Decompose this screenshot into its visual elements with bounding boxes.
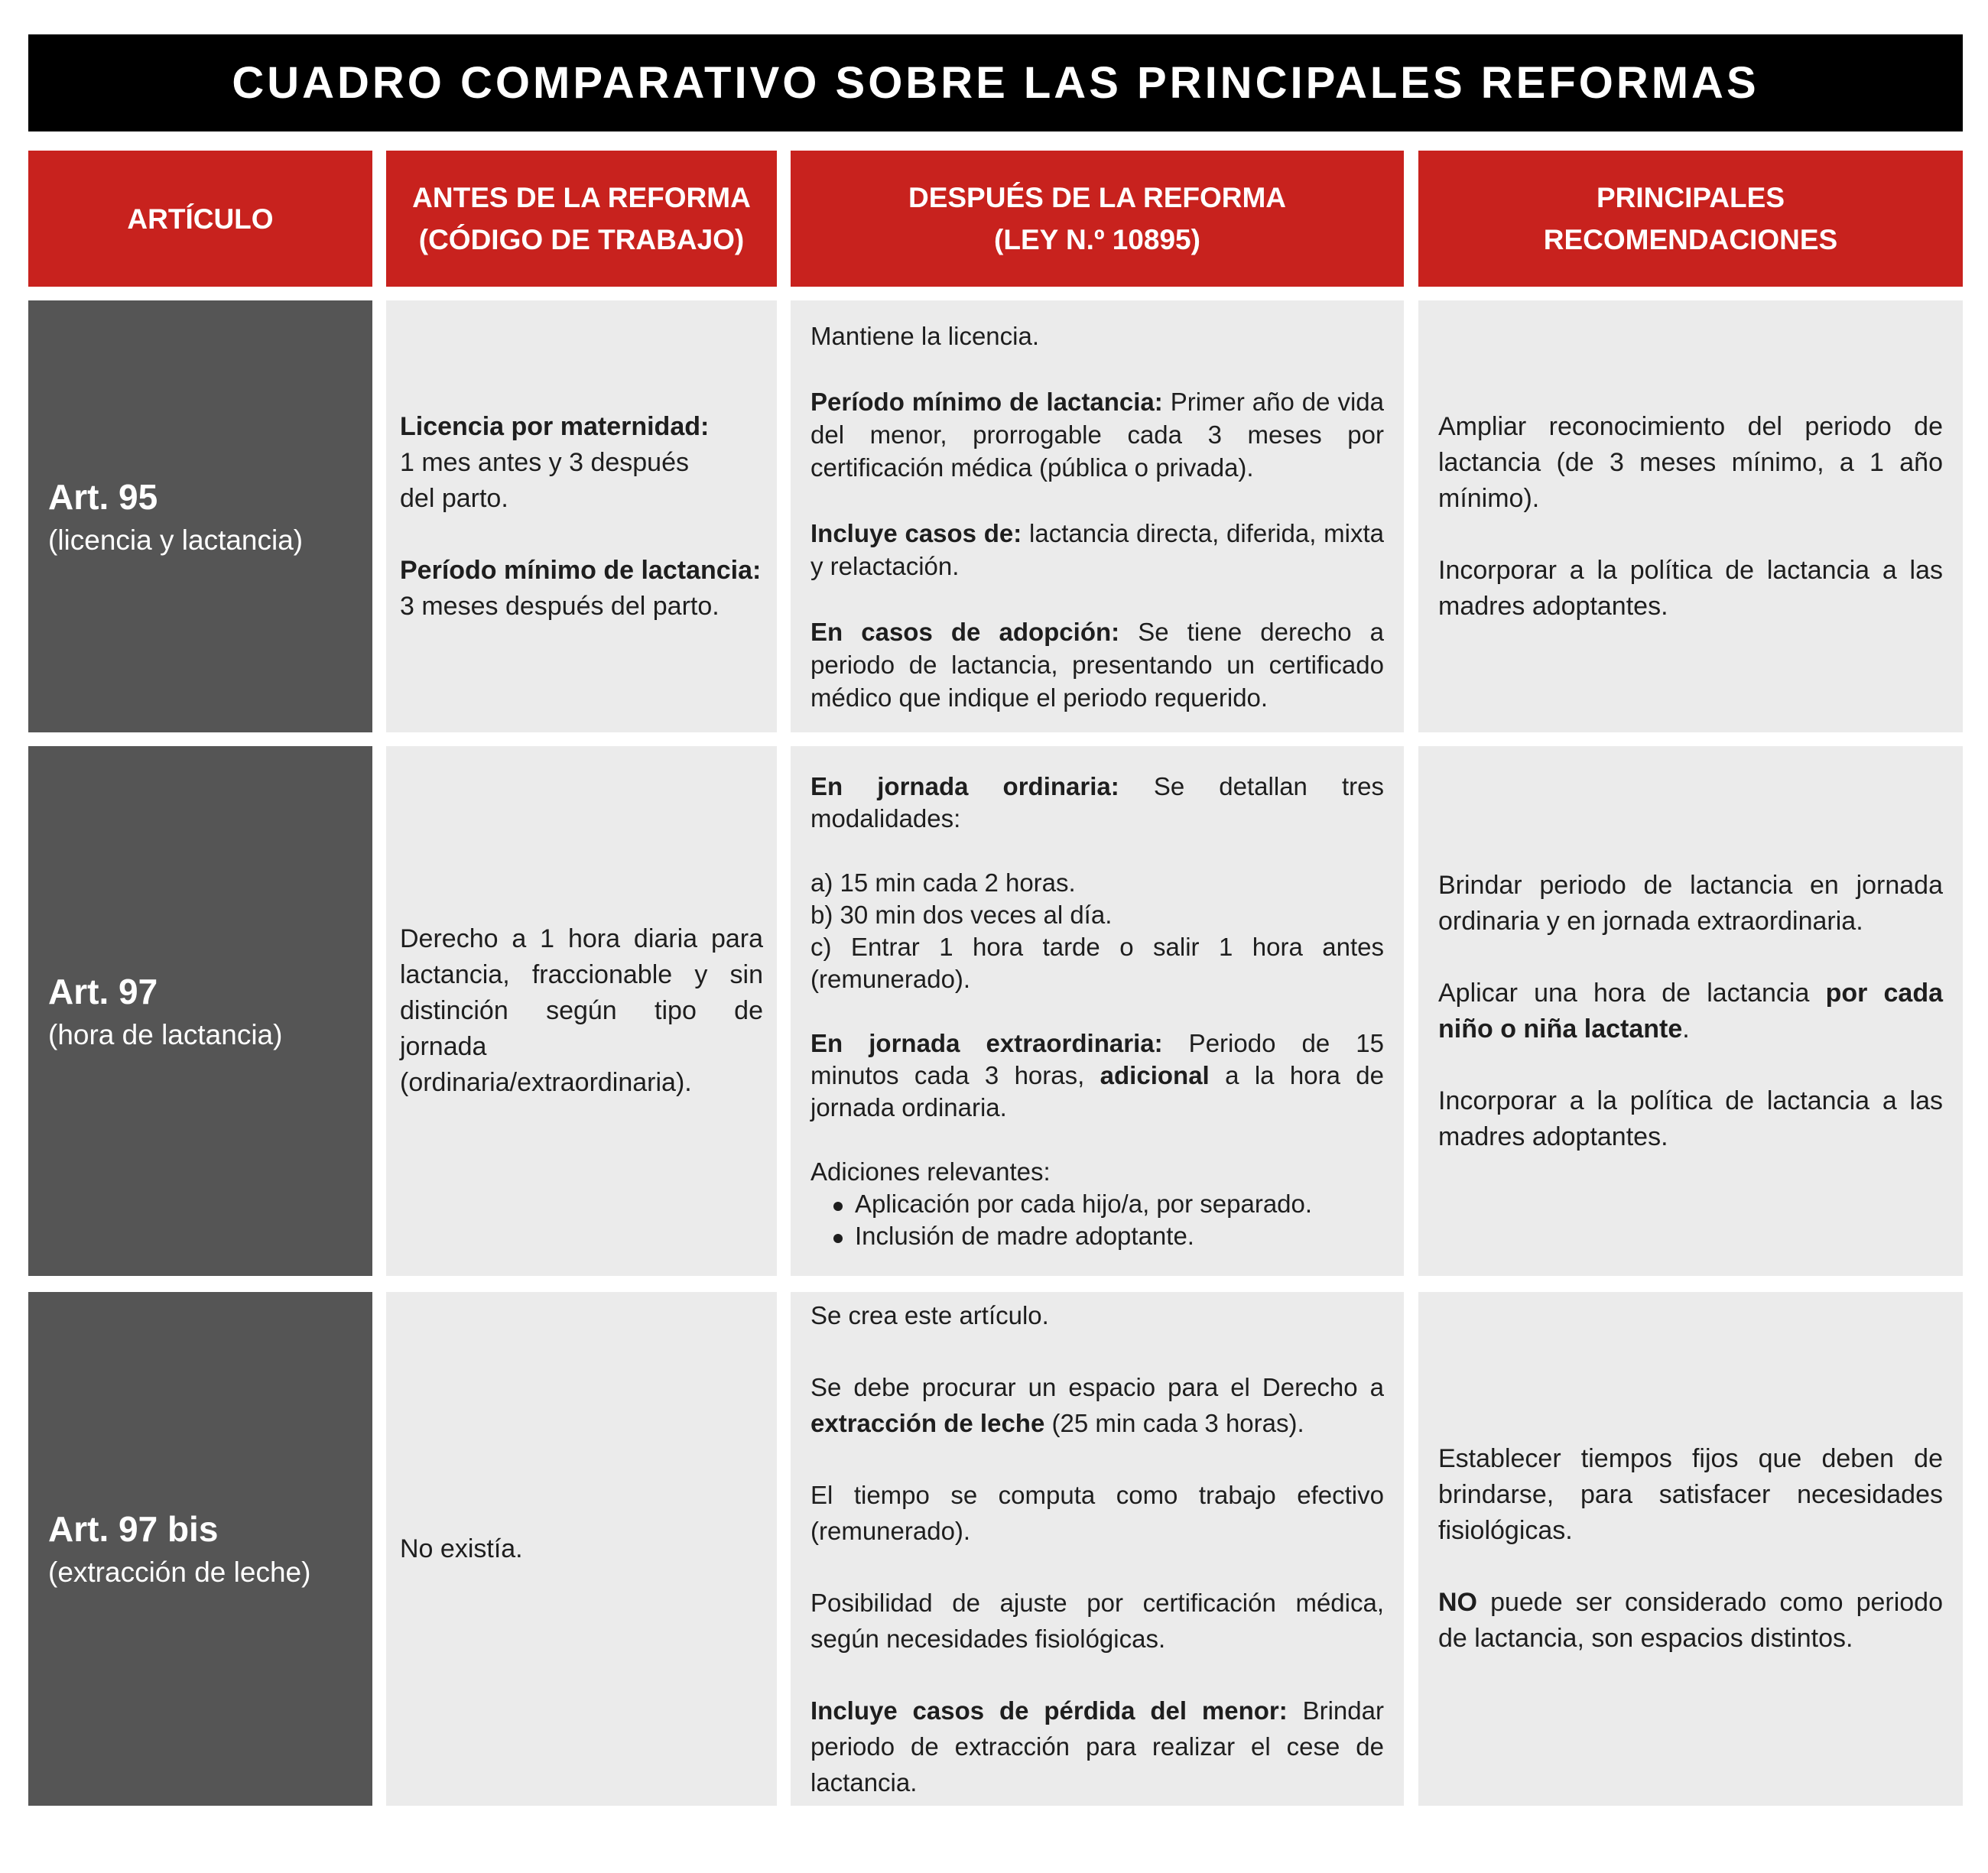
after-text: Adiciones relevantes: — [810, 1157, 1051, 1186]
row-art97-after — [791, 746, 1404, 1276]
bullet-item — [855, 1188, 1384, 1220]
additions-list — [810, 1188, 1384, 1252]
after-text: El tiempo se computa como trabajo efectivo (remunerado). — [810, 1481, 1384, 1545]
row-art97bis-before — [386, 1292, 777, 1806]
article-subtitle: (licencia y lactancia) — [48, 524, 304, 556]
row-art97bis-article — [28, 1292, 372, 1806]
header-articulo-label: ARTÍCULO — [127, 203, 274, 235]
recommendation-text: . — [1682, 1014, 1690, 1044]
header-antes-line2: (CÓDIGO DE TRABAJO) — [418, 224, 745, 255]
recommendation-text: Aplicar una hora de lactancia — [1438, 978, 1826, 1008]
row-art95-after — [791, 300, 1404, 732]
header-despues — [791, 151, 1404, 287]
after-paragraph — [810, 1369, 1384, 1441]
recommendation-text: Incorporar a la política de lactancia a las madres adoptantes. — [1438, 555, 1943, 621]
before-text: Derecho a 1 hora diaria para lactancia, fraccionable y sin distinción según tipo de jornada (ordinaria/extraordinaria). — [400, 924, 763, 1097]
after-label: Incluye casos de: — [810, 518, 1022, 547]
page-title — [28, 34, 1963, 131]
bullet-text: Inclusión de madre adoptante. — [855, 1221, 1194, 1250]
after-text: Se tiene derecho a periodo de lactancia, presentando un certificado médico que indique el periodo requerido. — [810, 617, 1384, 712]
recommendation-text: puede ser considerado como periodo de lactancia, son espacios distintos. — [1438, 1588, 1943, 1653]
header-despues-line2: (LEY N.º 10895) — [994, 224, 1200, 255]
after-text: Se crea este artículo. — [810, 1301, 1049, 1329]
after-list-item: b) 30 min dos veces al día. — [810, 900, 1113, 929]
after-text: lactancia directa, diferida, mixta y relactación. — [810, 518, 1384, 580]
after-text: Se detallan tres modalidades: — [810, 771, 1385, 833]
before-text: No existía. — [400, 1534, 523, 1563]
header-antes-line1: ANTES DE LA REFORMA — [412, 182, 751, 213]
recommendation-paragraph — [1438, 1585, 1943, 1657]
bullet-icon — [833, 1202, 843, 1211]
after-text: Periodo de 15 minutos cada 3 horas, — [810, 1028, 1384, 1089]
after-label: En casos de adopción: — [810, 617, 1120, 646]
row-art97bis-after — [791, 1292, 1404, 1806]
recommendation-text: Establecer tiempos fijos que deben de brindarse, para satisfacer necesidades fisiológicas. — [1438, 1444, 1943, 1545]
article-subtitle: (extracción de leche) — [48, 1557, 311, 1588]
recommendation-paragraph — [1438, 975, 1943, 1047]
after-list-item: c) Entrar 1 hora tarde o salir 1 hora antes (remunerado). — [810, 932, 1384, 993]
after-paragraph — [810, 1693, 1384, 1800]
header-antes — [386, 151, 777, 287]
row-art95-before — [386, 300, 777, 732]
recommendation-text: Brindar periodo de lactancia en jornada ordinaria y en jornada extraordinaria. — [1438, 870, 1943, 936]
after-label: En jornada extraordinaria: — [810, 1028, 1163, 1057]
header-recomendaciones — [1418, 151, 1963, 287]
recommendation-text: Incorporar a la política de lactancia a las madres adoptantes. — [1438, 1086, 1943, 1151]
before-label: Licencia por maternidad: — [400, 411, 710, 441]
after-label: En jornada ordinaria: — [810, 771, 1119, 800]
after-paragraph — [810, 615, 1384, 714]
after-list-item: a) 15 min cada 2 horas. — [810, 868, 1076, 897]
after-emphasis: extracción de leche — [810, 1409, 1045, 1437]
after-text: Brindar periodo de extracción para realizar el cese de lactancia. — [810, 1696, 1384, 1797]
before-text: 1 mes antes y 3 después — [400, 447, 690, 477]
row-art97-before — [386, 746, 777, 1276]
page-title-text: CUADRO COMPARATIVO SOBRE LAS PRINCIPALES REFORMAS — [232, 58, 1759, 108]
after-text: Posibilidad de ajuste por certificación médica, según necesidades fisiológicas. — [810, 1589, 1384, 1653]
after-text: Se debe procurar un espacio para el Derecho a — [810, 1373, 1384, 1401]
after-paragraph — [810, 517, 1384, 583]
bullet-icon — [833, 1234, 843, 1243]
bullet-text: Aplicación por cada hijo/a, por separado. — [855, 1189, 1313, 1218]
article-subtitle: (hora de lactancia) — [48, 1018, 283, 1050]
after-paragraph — [810, 771, 1384, 835]
row-art97-article — [28, 746, 372, 1276]
article-number: Art. 97 — [48, 971, 158, 1011]
header-articulo — [28, 151, 372, 287]
recommendation-text: Ampliar reconocimiento del periodo de lactancia (de 3 meses mínimo, a 1 año mínimo). — [1438, 411, 1943, 513]
recommendation-emphasis: NO — [1438, 1588, 1477, 1617]
before-text: del parto. — [400, 483, 508, 513]
before-label: Período mínimo de lactancia: — [400, 555, 762, 585]
row-art97bis-recommendations — [1418, 1292, 1963, 1806]
after-paragraph — [810, 1027, 1384, 1124]
recommendation-emphasis: por cada niño o niña lactante — [1438, 978, 1943, 1044]
after-paragraph — [810, 385, 1384, 484]
header-recom-line2: RECOMENDACIONES — [1543, 224, 1838, 255]
after-text: Primer año de vida del menor, prorrogable cada 3 meses por certificación médica (pública o privada). — [810, 387, 1384, 482]
after-text: (25 min cada 3 horas). — [1044, 1409, 1304, 1437]
article-number: Art. 95 — [48, 476, 158, 517]
row-art95-article — [28, 300, 372, 732]
after-label: Incluye casos de pérdida del menor: — [810, 1696, 1288, 1725]
article-number: Art. 97 bis — [48, 1509, 219, 1549]
header-recom-line1: PRINCIPALES — [1596, 182, 1785, 213]
row-art97-recommendations — [1418, 746, 1963, 1276]
before-text: 3 meses después del parto. — [400, 591, 720, 621]
after-emphasis: adicional — [1100, 1060, 1210, 1089]
after-label: Período mínimo de lactancia: — [810, 387, 1163, 416]
row-art95-recommendations — [1418, 300, 1963, 732]
after-text: Mantiene la licencia. — [810, 321, 1039, 350]
after-text: a la hora de jornada ordinaria. — [810, 1060, 1384, 1122]
header-despues-line1: DESPUÉS DE LA REFORMA — [908, 182, 1287, 213]
bullet-item — [855, 1220, 1384, 1252]
